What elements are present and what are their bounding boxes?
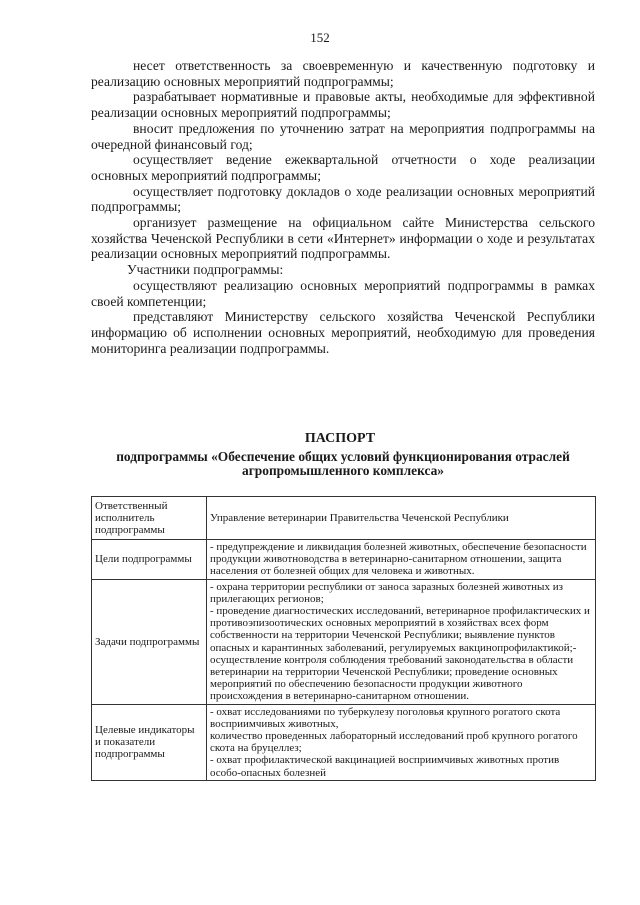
participants-heading: Участники подпрограммы: bbox=[127, 262, 284, 278]
paragraph-3: вносит предложения по уточнению затрат на мероприятия подпрограммы на очередной финансовый год; bbox=[91, 120, 595, 152]
row-label: Цели подпрограммы bbox=[92, 540, 207, 580]
row-value: - охват исследованиями по туберкулезу поголовья крупного рогатого скота восприимчивых животных, количество проведенных лабораторный исследований проб крупного рогатого скота на бруцеллез; - охват профилактической вакцинацией восприимчивых животных против особо-опасных болезней bbox=[207, 704, 596, 780]
page-number: 152 bbox=[310, 30, 330, 45]
passport-subtitle: подпрограммы «Обеспечение общих условий функционирования отраслей агропромышленного комплекса» bbox=[116, 449, 570, 478]
table-row bbox=[92, 704, 596, 780]
table-row bbox=[92, 497, 596, 540]
paragraph-4: осуществляет ведение ежеквартальной отчетности о ходе реализации основных мероприятий подпрограммы; bbox=[91, 152, 595, 183]
paragraph-8: осуществляют реализацию основных мероприятий подпрограммы в рамках своей компетенции; bbox=[91, 277, 595, 309]
row-label: Целевые индикаторы и показатели подпрограммы bbox=[92, 704, 207, 780]
paragraph-6: организует размещение на официальном сайте Министерства сельского хозяйства Чеченской Республики в сети «Интернет» информации о ходе и результатах реализации основных мероприятий подпрограммы. bbox=[91, 215, 595, 262]
paragraph-9: представляют Министерству сельского хозяйства Чеченской Республики информацию об исполнении основных мероприятий, необходимую для проведения мониторинга реализации подпрограммы. bbox=[91, 309, 595, 356]
body-text bbox=[91, 58, 595, 356]
passport-table bbox=[91, 496, 596, 781]
table-row bbox=[92, 579, 596, 704]
paragraph-2: разрабатывает нормативные и правовые акты, необходимые для эффективной реализации основных мероприятий подпрограммы; bbox=[91, 89, 595, 121]
table-row bbox=[92, 540, 596, 580]
paragraph-1: несет ответственность за своевременную и качественную подготовку и реализацию основных мероприятий подпрограммы; bbox=[91, 58, 595, 89]
row-value: - предупреждение и ликвидация болезней животных, обеспечение безопасности продукции животноводства в ветеринарно-санитарном отношении, защита населения от болезней общих для человека и животных. bbox=[207, 540, 596, 580]
passport-heading: ПАСПОРТ bbox=[304, 431, 376, 446]
row-label: Задачи подпрограммы bbox=[92, 579, 207, 704]
row-value: Управление ветеринарии Правительства Чеченской Республики bbox=[207, 497, 596, 540]
row-label: Ответственный исполнитель подпрограммы bbox=[92, 497, 207, 540]
row-value: - охрана территории республики от заноса заразных болезней животных из прилегающих регионов; - проведение диагностических исследований, ветеринарное профилактических и противоэпизоотических основных мероприятий в хозяйствах всех форм собственности на территории Чеченской Республики; выявление пунктов опасных и карантинных заболеваний, регулируемых вакцинопрофилактикой;-осуществление контроля соблюдения требований законодательства в области ветеринарии на территории Чеченской Республики; проведение основных мероприятий по обеспечению безопасности продукции животного происхождения в ветеринарно-санитарном отношении. bbox=[207, 579, 596, 704]
paragraph-5: осуществляет подготовку докладов о ходе реализации основных мероприятий подпрограммы; bbox=[91, 183, 595, 215]
